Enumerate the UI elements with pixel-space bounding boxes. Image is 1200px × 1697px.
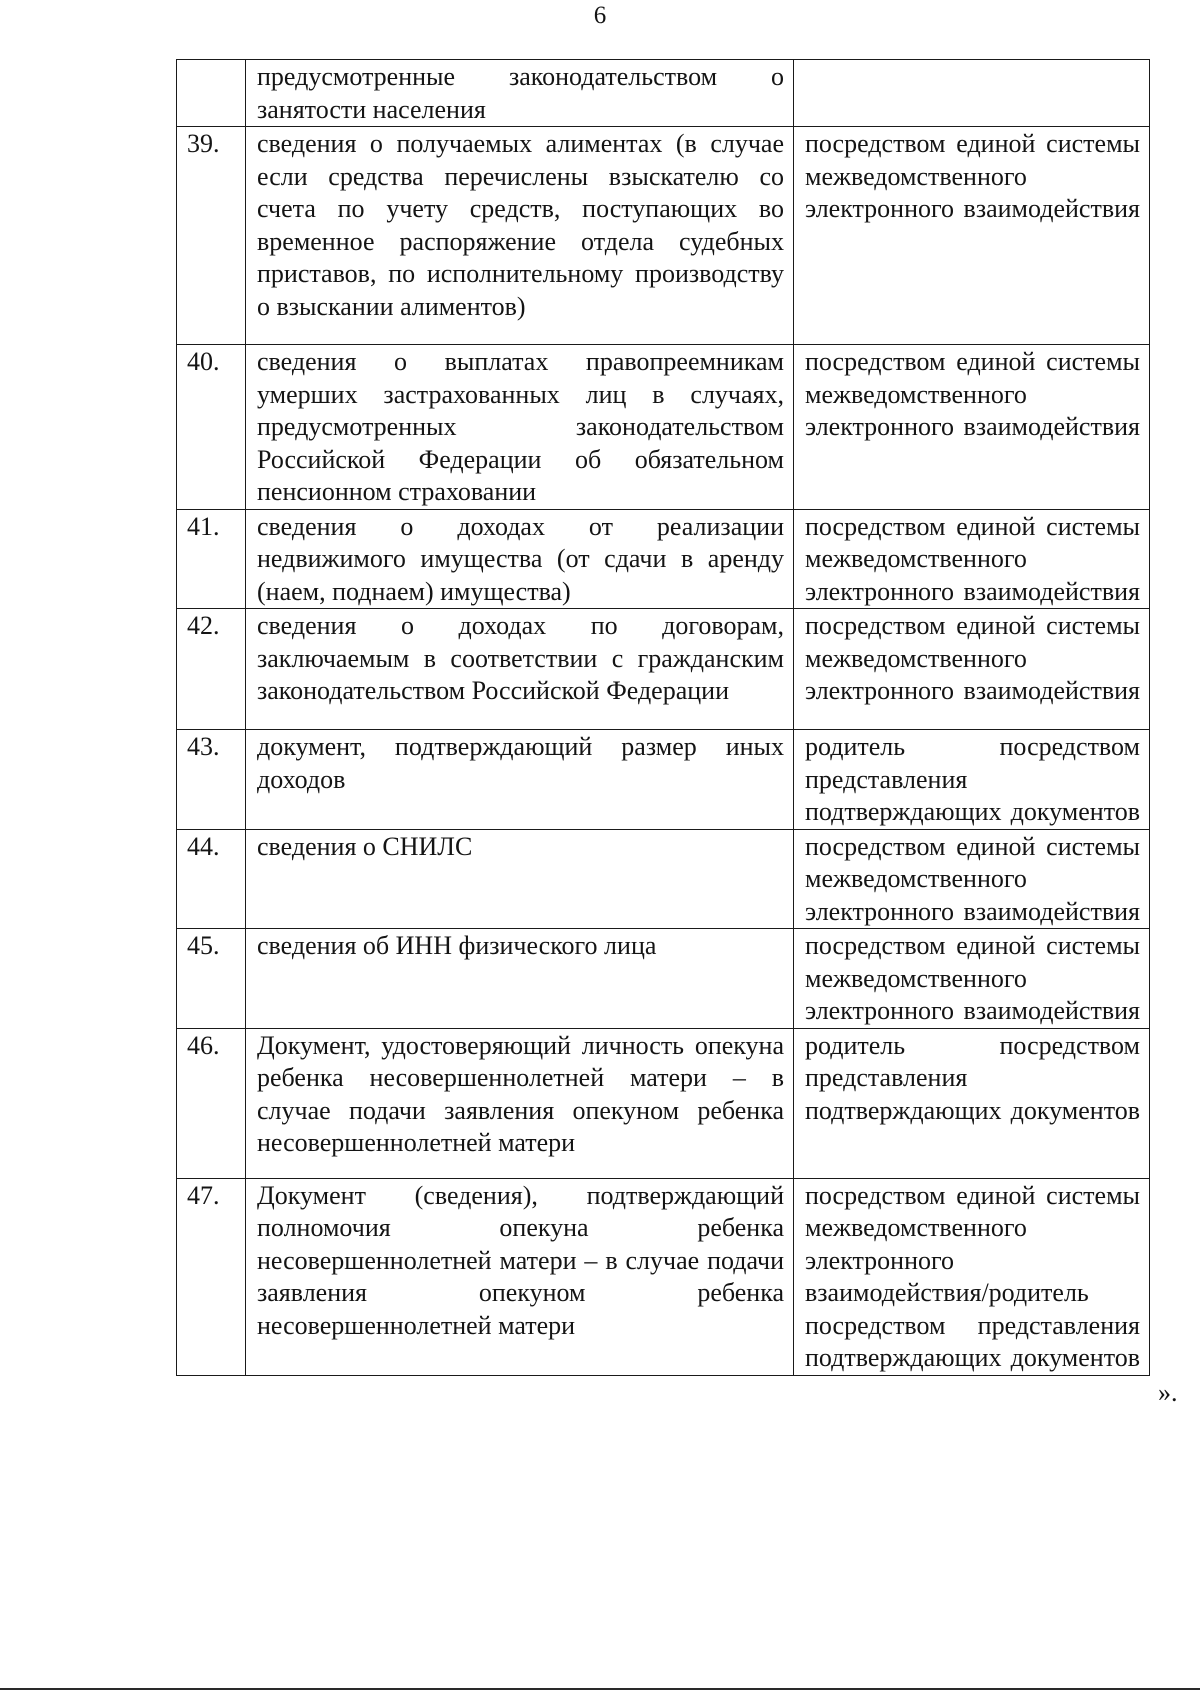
method-line: посредством единой системы: [805, 611, 1140, 640]
row-number: 47.: [177, 1178, 246, 1375]
table-row: [177, 1028, 1150, 1178]
row-method: [794, 609, 1150, 730]
row-description: документ, подтверждающий размер иных доходов: [246, 730, 794, 830]
table-row: [177, 127, 1150, 345]
row-number: 43.: [177, 730, 246, 830]
row-description: сведения об ИНН физического лица: [246, 929, 794, 1029]
method-line: межведомственного: [805, 161, 1027, 191]
method-line: посредством единой системы: [805, 511, 1140, 541]
row-method: [794, 829, 1150, 929]
method-line: родитель посредством: [805, 732, 1140, 761]
documents-table: [176, 59, 1150, 1376]
table-row: [177, 829, 1150, 929]
method-line: электронного взаимодействия: [805, 576, 1140, 606]
table-body: [177, 60, 1150, 1376]
method-line: подтверждающих документов: [805, 1095, 1140, 1125]
method-line: межведомственного: [805, 864, 1027, 893]
row-description: сведения о выплатах правопреемникам умерших застрахованных лиц в случаях, предусмотренных законодательством Российской Федерации об обязательном пенсионном страховании: [246, 345, 794, 510]
method-line: электронного взаимодействия: [805, 412, 1140, 441]
row-number: 42.: [177, 609, 246, 730]
method-line: взаимодействия/родитель: [805, 1278, 1089, 1307]
row-description: сведения о доходах от реализации недвижимого имущества (от сдачи в аренду (наем, поднаем) имущества): [246, 509, 794, 609]
method-line: посредством представления: [805, 1310, 1140, 1340]
method-line: электронного взаимодействия: [805, 896, 1140, 926]
row-number: 39.: [177, 127, 246, 345]
table-row: [177, 929, 1150, 1029]
row-method: [794, 1028, 1150, 1178]
method-line: электронного взаимодействия: [805, 194, 1140, 223]
row-description: сведения о СНИЛС: [246, 829, 794, 929]
row-description: Документ, удостоверяющий личность опекуна ребенка несовершеннолетней матери – в случае подачи заявления опекуном ребенка несовершеннолетней матери: [246, 1028, 794, 1178]
method-line: посредством единой системы: [805, 347, 1140, 376]
row-number: 45.: [177, 929, 246, 1029]
method-line: родитель посредством: [805, 1030, 1140, 1060]
table-row: [177, 509, 1150, 609]
method-line: посредством единой системы: [805, 1180, 1140, 1210]
row-method: [794, 929, 1150, 1029]
row-method: [794, 60, 1150, 127]
method-line: подтверждающих документов: [805, 797, 1140, 826]
row-number: [177, 60, 246, 127]
table-row: [177, 609, 1150, 730]
method-line: межведомственного: [805, 544, 1027, 573]
method-line: электронного взаимодействия: [805, 996, 1140, 1025]
row-description: Документ (сведения), подтверждающий полномочия опекуна ребенка несовершеннолетней матери – в случае подачи заявления опекуном ребенка несовершеннолетней матери: [246, 1178, 794, 1375]
row-method: [794, 1178, 1150, 1375]
row-method: [794, 509, 1150, 609]
table-row: [177, 345, 1150, 510]
method-line: межведомственного: [805, 1213, 1027, 1242]
row-method: [794, 345, 1150, 510]
method-line: межведомственного: [805, 643, 1027, 673]
method-line: посредством единой системы: [805, 931, 1140, 960]
row-number: 44.: [177, 829, 246, 929]
method-line: посредством единой системы: [805, 831, 1140, 861]
row-number: 41.: [177, 509, 246, 609]
row-description: предусмотренные законодательством о занятости населения: [246, 60, 794, 127]
closing-quote: ».: [1158, 1378, 1178, 1407]
method-line: представления: [805, 1063, 968, 1092]
method-line: электронного взаимодействия: [805, 676, 1140, 705]
table-row: [177, 730, 1150, 830]
row-description: сведения о получаемых алиментах (в случае если средства перечислены взыскателю со счета по учету средств, поступающих во временное распоряжение отдела судебных приставов, по исполнительному производству о взыскании алиментов): [246, 127, 794, 345]
method-line: представления: [805, 764, 968, 794]
row-number: 46.: [177, 1028, 246, 1178]
method-line: посредством единой системы: [805, 129, 1140, 158]
method-line: межведомственного: [805, 963, 1027, 993]
method-line: электронного: [805, 1245, 955, 1275]
page-number: 6: [593, 2, 607, 29]
table-row: [177, 60, 1150, 127]
method-line: межведомственного: [805, 379, 1027, 409]
row-number: 40.: [177, 345, 246, 510]
row-method: [794, 127, 1150, 345]
row-description: сведения о доходах по договорам, заключаемым в соответствии с гражданским законодательством Российской Федерации: [246, 609, 794, 730]
method-line: подтверждающих документов: [805, 1343, 1140, 1372]
row-method: [794, 730, 1150, 830]
bottom-rule: [0, 1688, 1200, 1690]
table-row: [177, 1178, 1150, 1375]
